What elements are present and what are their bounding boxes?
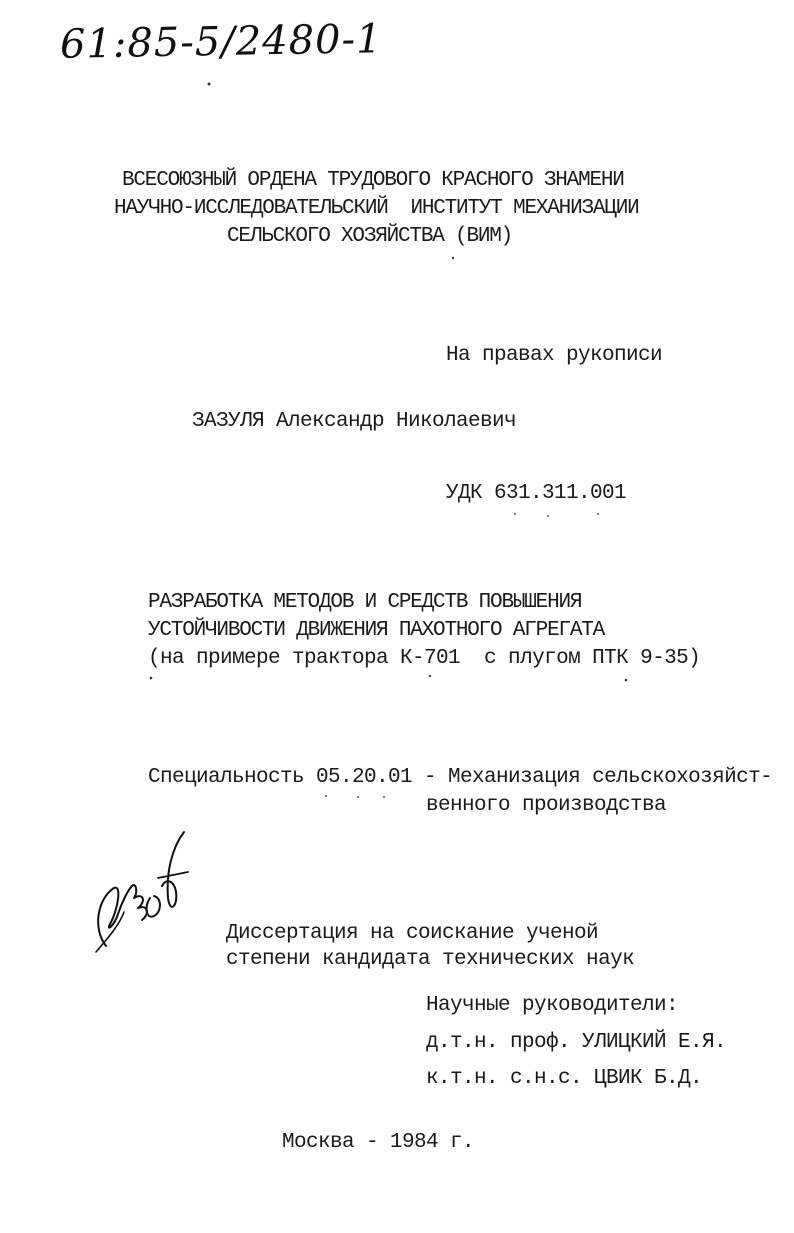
dissertation-title-line-1: РАЗРАБОТКА МЕТОДОВ И СРЕДСТВ ПОВЫШЕНИЯ [148,591,582,614]
institution-line-2: НАУЧНО-ИССЛЕДОВАТЕЛЬСКИЙ ИНСТИТУТ МЕХАНИЗАЦИИ [114,197,639,220]
author-name: ЗАЗУЛЯ Александр Николаевич [192,410,517,433]
dissertation-title-line-2: УСТОЙЧИВОСТИ ДВИЖЕНИЯ ПАХОТНОГО АГРЕГАТА [148,619,605,642]
manuscript-rights-note: На правах рукописи [446,344,663,367]
specialty-line-2: венного производства [426,794,667,817]
supervisors-heading: Научные руководители: [426,994,679,1017]
dissertation-purpose-line-2: степени кандидата технических наук [226,948,635,971]
dissertation-title-line-3: (на примере трактора К-701 с плугом ПТК 9-35) [148,647,701,670]
handwritten-shelfmark: 61:85-5/2480-1 [59,16,383,68]
udc-code: УДК 631.311.001 [446,482,627,505]
supervisor-second: к.т.н. с.н.с. ЦВИК Б.Д. [426,1067,703,1090]
supervisor-first: д.т.н. проф. УЛИЦКИЙ Е.Я. [426,1031,727,1054]
institution-line-1: ВСЕСОЮЗНЫЙ ОРДЕНА ТРУДОВОГО КРАСНОГО ЗНАМЕНИ [122,169,624,192]
specialty-line-1: Специальность 05.20.01 - Механизация сельскохозяйст- [148,766,773,789]
institution-line-3: СЕЛЬСКОГО ХОЗЯЙСТВА (ВИМ) [227,225,513,248]
dissertation-purpose-line-1: Диссертация на соискание ученой [226,922,599,945]
handwritten-signature [88,828,198,958]
place-and-date: Москва - 1984 г. [282,1131,475,1154]
